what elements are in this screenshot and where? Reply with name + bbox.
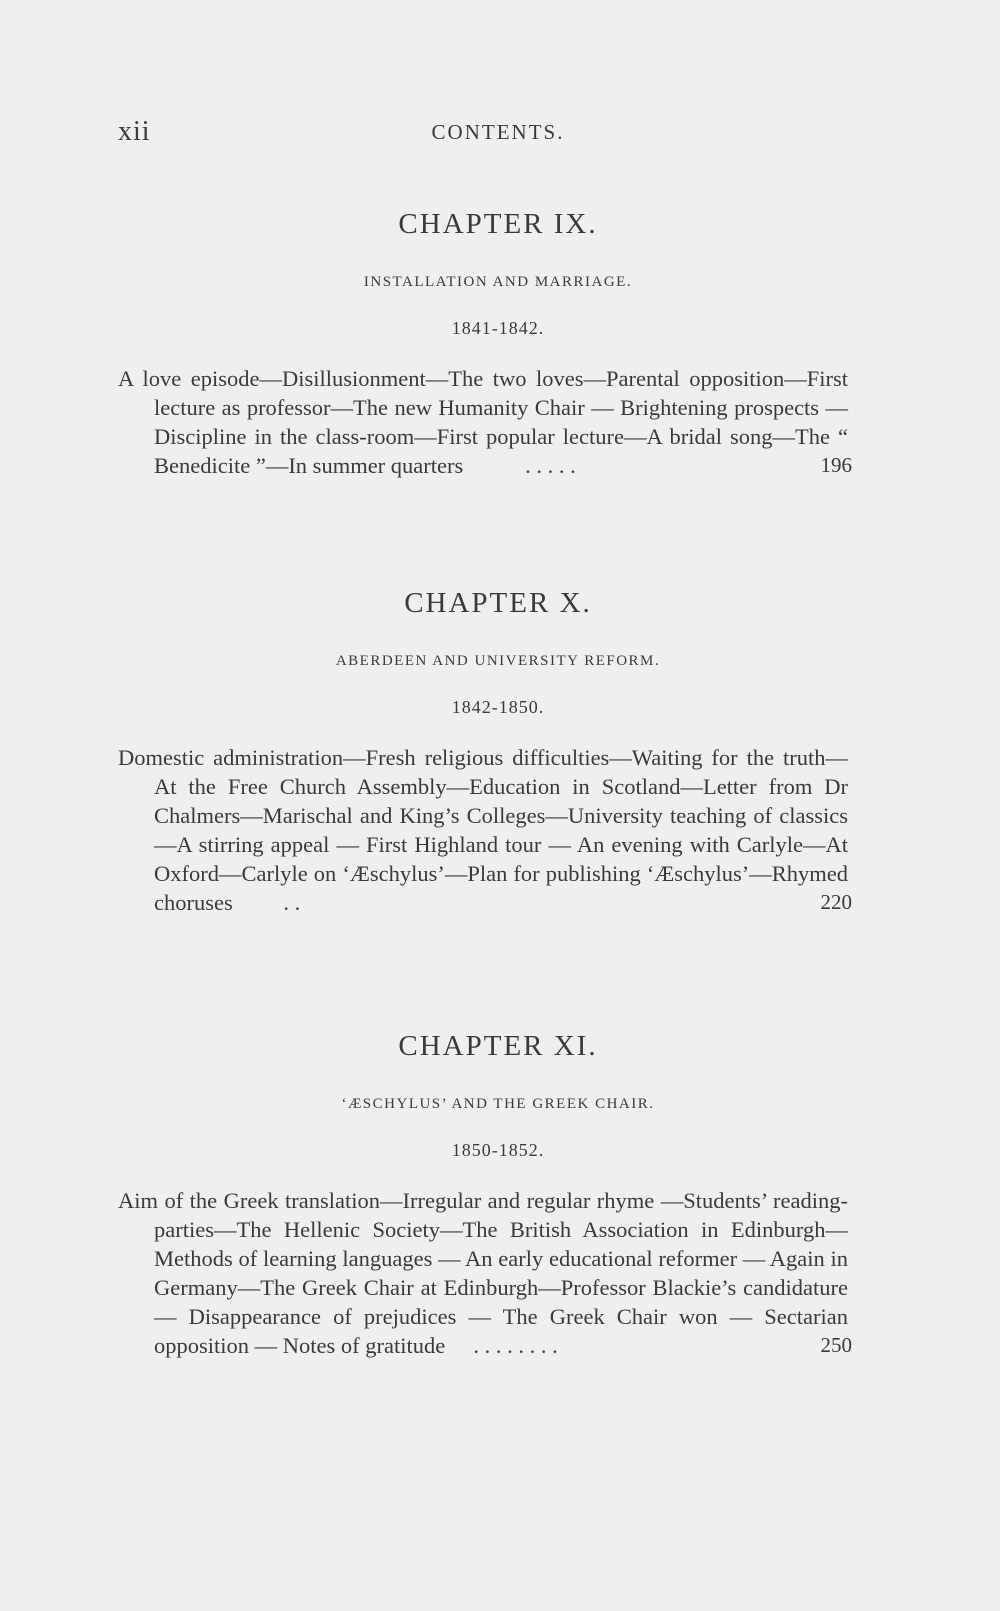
chapter-years: 1842-1850. (451, 697, 545, 717)
chapter-subtitle: ‘ÆSCHYLUS’ AND THE GREEK CHAIR. (341, 1096, 655, 1112)
summary-text: A love episode—Disillusionment—The two loves—Parental opposition—First lecture as professor—The new Humanity Chair — Brightening prospects — Discipline in the class-room—First popular lecture—A bridal song—The “ Benedicite ”—In summer quarters (118, 366, 848, 478)
chapter-entry-x (118, 587, 878, 917)
leader-dots: . . (283, 890, 301, 915)
chapter-summary (118, 364, 852, 480)
chapter-years: 1841-1842. (451, 318, 545, 338)
chapter-heading: CHAPTER IX. (398, 208, 598, 240)
chapter-heading: CHAPTER XI. (398, 1030, 598, 1062)
chapter-summary (118, 1186, 852, 1360)
chapter-entry-ix (118, 208, 878, 480)
leader-dots: . . . . . (525, 453, 576, 478)
chapter-entry-xi (118, 1030, 878, 1360)
running-title: CONTENTS. (431, 120, 565, 144)
page-number: 250 (820, 1333, 852, 1357)
chapter-subtitle: INSTALLATION AND MARRIAGE. (363, 274, 633, 290)
chapter-heading: CHAPTER X. (404, 587, 592, 619)
page-number: 220 (820, 890, 852, 914)
chapter-subtitle: ABERDEEN AND UNIVERSITY REFORM. (335, 653, 661, 669)
leader-dots: . . . . . . . . (473, 1333, 558, 1358)
chapter-years: 1850-1852. (451, 1140, 545, 1160)
summary-text: Domestic administration—Fresh religious difficulties—Waiting for the truth—At the Free Church Assembly—Education in Scotland—Letter from Dr Chalmers—Marischal and King’s Colleges—University teaching of classics—A stirring appeal — First Highland tour — An evening with Carlyle—At Oxford—Carlyle on ‘Æschylus’—Plan for publishing ‘Æschylus’—Rhymed choruses (118, 745, 848, 915)
page-folio: xii (118, 116, 151, 147)
summary-text: Aim of the Greek translation—Irregular and regular rhyme —Students’ reading-parties—The Hellenic Society—The British Association in Edinburgh—Methods of learning languages — An early educational reformer — Again in Germany—The Greek Chair at Edinburgh—Professor Blackie’s candidature — Disappearance of prejudices — The Greek Chair won — Sectarian opposition — Notes of gratitude (118, 1188, 848, 1358)
running-head (118, 116, 878, 156)
page-number: 196 (820, 453, 852, 477)
chapter-summary (118, 743, 852, 917)
